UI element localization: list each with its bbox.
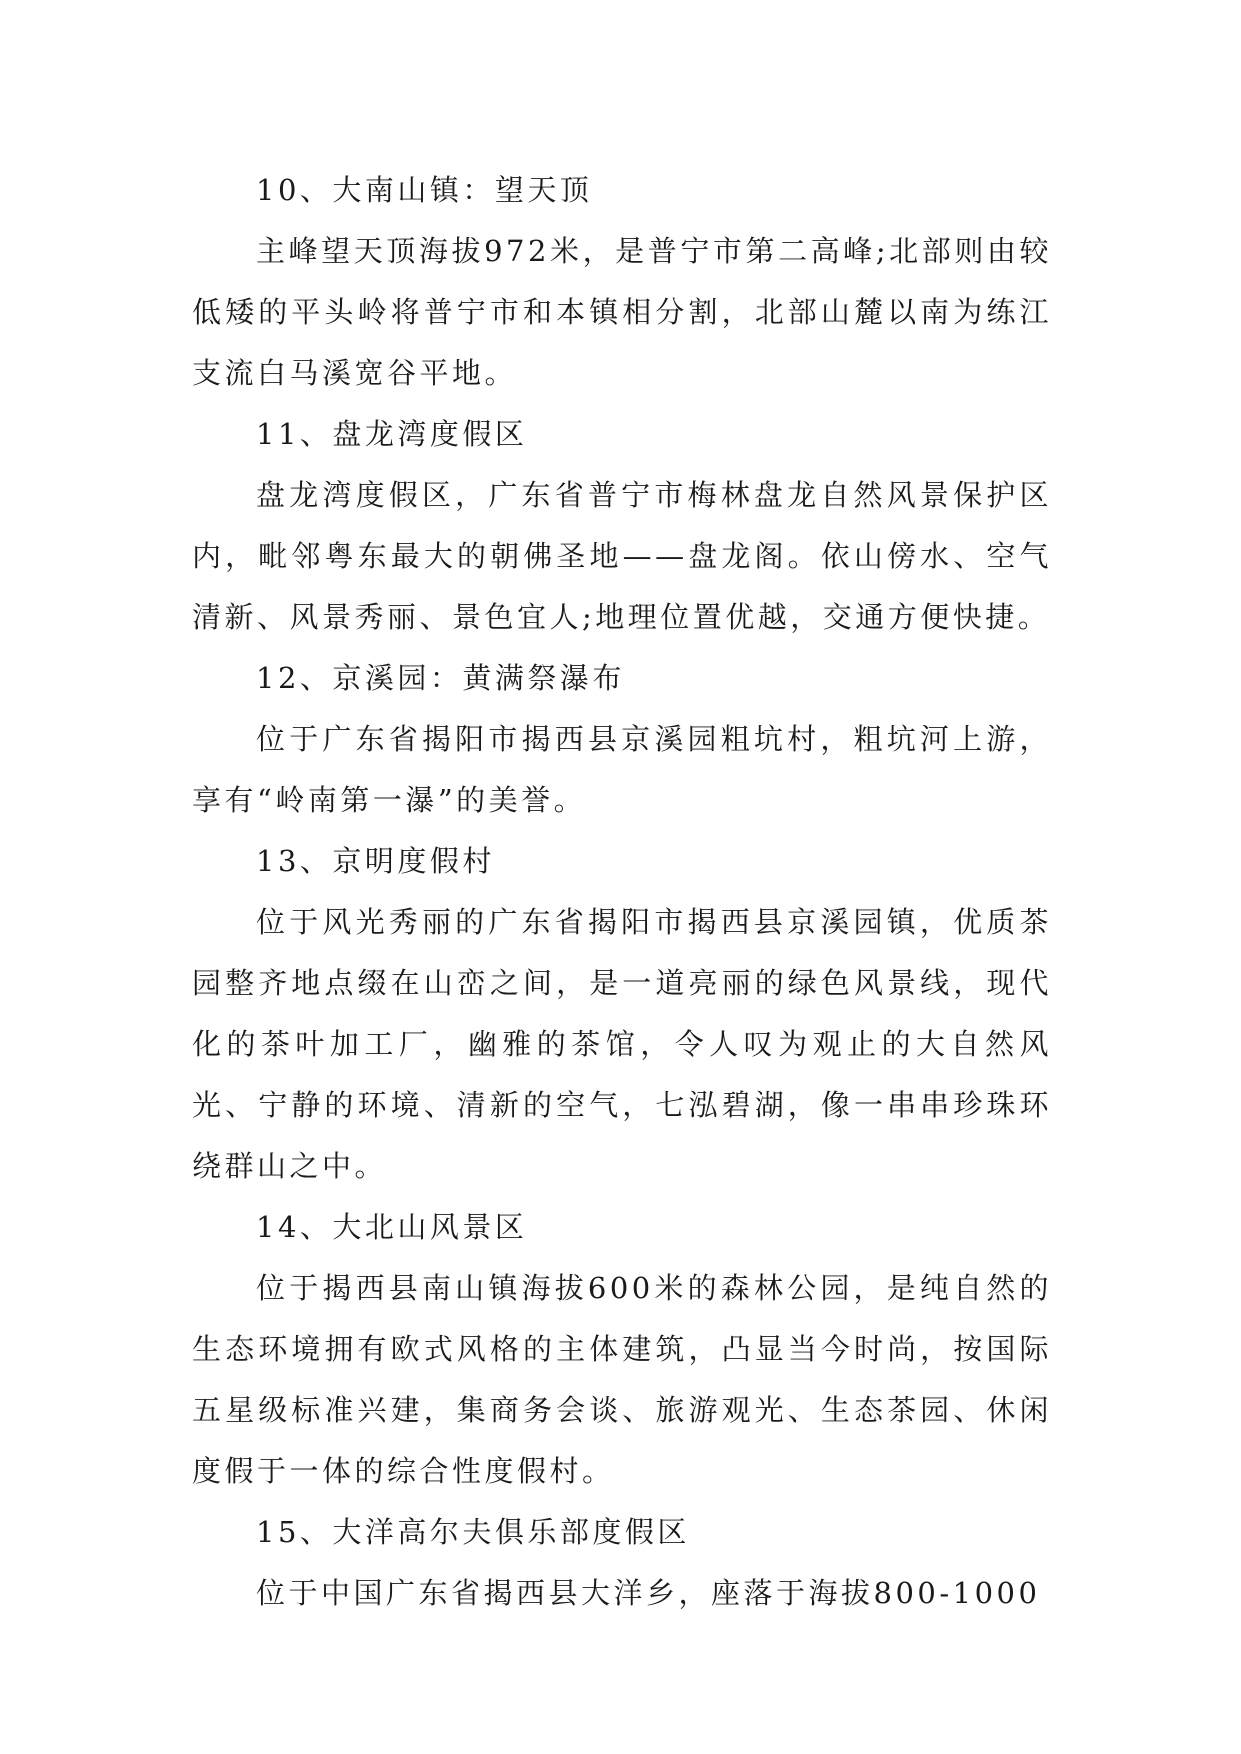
section-paragraph-13: 位于风光秀丽的广东省揭阳市揭西县京溪园镇，优质茶园整齐地点缀在山峦之间，是一道亮丽的绿色风景线，现代化的茶叶加工厂，幽雅的茶馆，令人叹为观止的大自然风光、宁静的环境、清新的空气，七泓碧湖，像一串串珍珠环绕群山之中。 [192,905,1052,1183]
section-paragraph-14: 位于揭西县南山镇海拔600米的森林公园，是纯自然的生态环境拥有欧式风格的主体建筑，凸显当今时尚，按国际五星级标准兴建，集商务会谈、旅游观光、生态茶园、休闲度假于一体的综合性度假村。 [192,1271,1052,1488]
section-paragraph-10: 主峰望天顶海拔972米，是普宁市第二高峰;北部则由较低矮的平头岭将普宁市和本镇相分割，北部山麓以南为练江支流白马溪宽谷平地。 [192,234,1052,390]
section-heading-13: 13、京明度假村 [256,844,495,878]
document-body [192,160,1052,1624]
section-paragraph-12: 位于广东省揭阳市揭西县京溪园粗坑村，粗坑河上游，享有“岭南第一瀑”的美誉。 [192,722,1052,817]
section-heading-11: 11、盘龙湾度假区 [256,417,528,451]
section-heading-14: 14、大北山风景区 [256,1210,528,1244]
section-heading-12: 12、京溪园：黄满祭瀑布 [256,661,625,695]
section-heading-15: 15、大洋高尔夫俱乐部度假区 [256,1515,690,1549]
section-paragraph-11: 盘龙湾度假区，广东省普宁市梅林盘龙自然风景保护区内，毗邻粤东最大的朝佛圣地——盘龙阁。依山傍水、空气清新、风景秀丽、景色宜人;地理位置优越，交通方便快捷。 [192,478,1052,634]
section-heading-10: 10、大南山镇：望天顶 [256,173,593,207]
section-paragraph-15: 位于中国广东省揭西县大洋乡，座落于海拔800-1000 [256,1576,1041,1610]
